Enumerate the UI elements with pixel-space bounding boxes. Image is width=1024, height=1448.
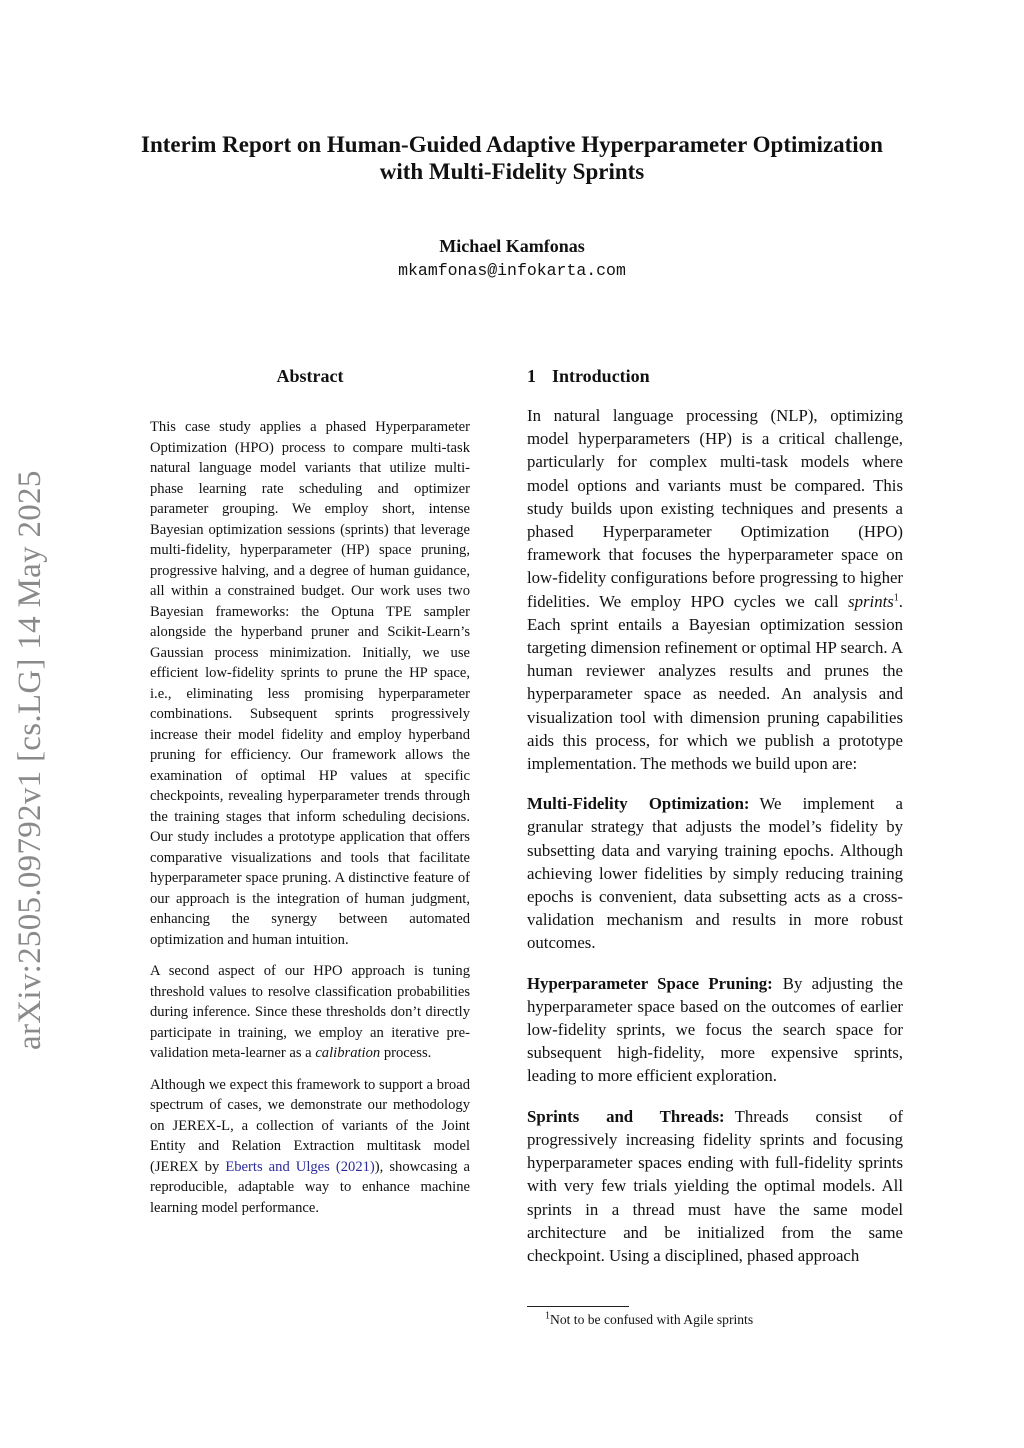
footnote-marker[interactable]: 1 xyxy=(893,592,899,604)
arxiv-identifier-stamp: arXiv:2505.09792v1 [cs.LG] 14 May 2025 xyxy=(12,470,48,1050)
abstract-p3-tail: ), showcasing a reproducible, adaptable way to enhance machine learning model performance. xyxy=(150,1158,470,1216)
abstract-paragraph-1: This case study applies a phased Hyperparameter Optimization (HPO) process to compare multi-task natural language model variants that utilize multi-phase learning rate scheduling and optimizer parameter grouping. We employ short, intense Bayesian optimization sessions (sprints) that leverage multi-fidelity, hyperparameter (HP) space pruning, progressive halving, and a degree of human guidance, all within a constrained budget. Our work uses two Bayesian frameworks: the Optuna TPE sampler alongside the hyperband pruner and Scikit-Learn’s Gaussian process minimization. Initially, we use efficient low-fidelity sprints to prune the HP space, i.e., eliminating less promising hyperparameter combinations. Subsequent sprints progressively increase their model fidelity and employ hyperband pruning for efficiency. Our framework allows the examination of optimal HP values at specific checkpoints, revealing hyperparameter trends through the training stages that inform scheduling decisions. Our study includes a prototype application that offers comparative visualizations and tools that facilitate hyperparameter space pruning. A distinctive feature of our approach is the integration of human judgment, enhancing the synergy between automated optimization and human intuition. xyxy=(150,419,470,948)
section-number: 1 xyxy=(527,366,536,386)
abstract-p3-text: Although we expect this framework to support a broad spectrum of cases, we demonstrate our methodology on JEREX-L, a collection of variants of the Joint Entity and Relation Extraction multitask model (JEREX by xyxy=(150,1076,470,1175)
introduction-column xyxy=(527,366,903,1284)
footnote-divider xyxy=(527,1306,629,1307)
section-heading-introduction xyxy=(527,366,903,387)
intro-p1-emphasis: sprints xyxy=(848,591,894,611)
intro-paragraph-1 xyxy=(527,404,903,775)
method-item xyxy=(527,1105,903,1267)
paper-title: Interim Report on Human-Guided Adaptive Hyperparameter Optimization with Multi-Fidelity Sprints xyxy=(141,132,883,184)
method-item-label: Multi-Fidelity Optimization: xyxy=(527,794,750,814)
method-item xyxy=(527,792,903,954)
intro-p1-tail: . Each sprint entails a Bayesian optimization session targeting dimension refinement or optimal HP search. A human reviewer analyzes results and prunes the hyperparameter space as needed. An analysis and visualization tool with dimension pruning capabilities aids this process, for which we publish a prototype implementation. The methods we build upon are: xyxy=(527,591,903,774)
abstract-column xyxy=(150,366,470,1229)
section-title: Introduction xyxy=(552,366,650,386)
abstract-p2-emphasis: calibration xyxy=(315,1045,381,1061)
method-item-label: Hyperparameter Space Pruning: xyxy=(527,973,773,993)
method-item-text: By adjusting the hyperparameter space based on the outcomes of earlier low-fidelity sprints, we focus the search space for subsequent high-fidelity, more expensive sprints, leading to more efficient exploration. xyxy=(527,973,903,1086)
citation-link[interactable]: Eberts and Ulges (2021) xyxy=(225,1158,375,1175)
abstract-p2-text: A second aspect of our HPO approach is tuning threshold values to resolve classification probabilities during inference. Since these thresholds don’t directly participate in training, we employ an iterative pre-validation meta-learner as a xyxy=(150,963,470,1061)
abstract-paragraph-3 xyxy=(150,1075,470,1219)
author-email[interactable]: mkamfonas@infokarta.com xyxy=(398,261,626,280)
method-item xyxy=(527,972,903,1088)
intro-p1-text: In natural language processing (NLP), optimizing model hyperparameters (HP) is a critical challenge, particularly for complex multi-task models where model options and variants must be compared. This study builds upon existing techniques and presents a phased Hyperparameter Optimization (HPO) framework that focuses the hyperparameter space on low-fidelity configurations before progressing to higher fidelities. We employ HPO cycles we call xyxy=(527,406,903,611)
method-item-text: Threads consist of progressively increasing fidelity sprints and focusing hyperparameter spaces ending with full-fidelity sprints with very few trials yielding the optimal models. All sprints in a thread must have the same model architecture and be initialized from the same checkpoint. Using a disciplined, phased approach xyxy=(527,1106,903,1265)
footnote xyxy=(545,1312,753,1328)
footnote-text: Not to be confused with Agile sprints xyxy=(550,1312,754,1327)
footnote-mark: 1 xyxy=(545,1310,550,1322)
abstract-paragraph-2 xyxy=(150,961,470,1064)
abstract-heading: Abstract xyxy=(276,366,344,386)
author-name: Michael Kamfonas xyxy=(439,236,585,256)
method-item-text: We implement a granular strategy that adjusts the model’s fidelity by subsetting data and varying training epochs. Although achieving lower fidelities by simply reducing training epochs is convenient, data subsetting acts as a cross-validation mechanism and results in more robust outcomes. xyxy=(527,794,903,953)
method-item-label: Sprints and Threads: xyxy=(527,1106,725,1126)
abstract-p2-tail: process. xyxy=(380,1045,432,1061)
